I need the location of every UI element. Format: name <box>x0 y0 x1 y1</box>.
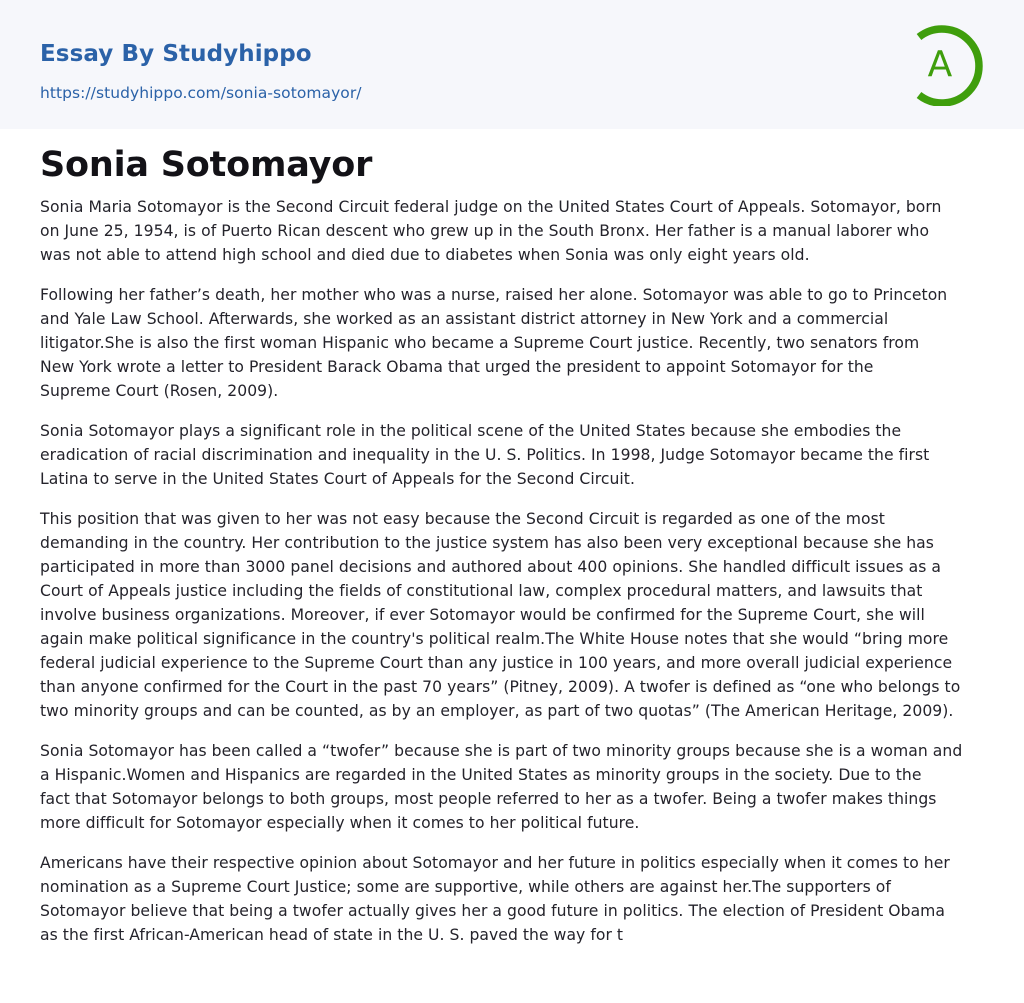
text-line: as the first African-American head of state in the U. S. paved the way for t <box>40 926 624 944</box>
text-line: demanding in the country. Her contribution to the justice system has also been very exceptional because she has <box>40 534 934 552</box>
text-line: and Yale Law School. Afterwards, she worked as an assistant district attorney in New York and a commercial <box>40 310 889 328</box>
essay-body <box>40 195 990 963</box>
paragraph <box>40 419 990 491</box>
text-line: Americans have their respective opinion about Sotomayor and her future in politics especially when it comes to her <box>40 854 950 872</box>
text-line: Sonia Sotomayor has been called a “twofer” because she is part of two minority groups because she is a woman and <box>40 742 963 760</box>
text-line: New York wrote a letter to President Barack Obama that urged the president to appoint Sotomayor for the <box>40 358 874 376</box>
text-line: was not able to attend high school and died due to diabetes when Sonia was only eight years old. <box>40 246 810 264</box>
text-line: involve business organizations. Moreover, if ever Sotomayor would be confirmed for the Supreme Court, she will <box>40 606 925 624</box>
text-line: more difficult for Sotomayor especially when it comes to her political future. <box>40 814 640 832</box>
text-line: eradication of racial discrimination and inequality in the U. S. Politics. In 1998, Judge Sotomayor became the first <box>40 446 930 464</box>
text-line: two minority groups and can be counted, as by an employer, as part of two quotas” (The American Heritage, 2009). <box>40 702 954 720</box>
essay-url-link[interactable]: https://studyhippo.com/sonia-sotomayor/ <box>40 84 362 102</box>
text-line: Sonia Sotomayor plays a significant role in the political scene of the United States because she embodies the <box>40 422 902 440</box>
text-line: Court of Appeals justice including the fields of constitutional law, complex procedural matters, and lawsuits that <box>40 582 923 600</box>
text-line: a Hispanic.Women and Hispanics are regarded in the United States as minority groups in the society. Due to the <box>40 766 922 784</box>
paragraph <box>40 739 990 835</box>
text-line: than anyone confirmed for the Court in the past 70 years” (Pitney, 2009). A twofer is defined as “one who belongs to <box>40 678 961 696</box>
text-line: Latina to serve in the United States Court of Appeals for the Second Circuit. <box>40 470 635 488</box>
text-line: federal judicial experience to the Supreme Court than any justice in 100 years, and more overall judicial experience <box>40 654 953 672</box>
text-line: fact that Sotomayor belongs to both groups, most people referred to her as a twofer. Being a twofer makes things <box>40 790 937 808</box>
text-line: Supreme Court (Rosen, 2009). <box>40 382 279 400</box>
paragraph <box>40 283 990 403</box>
site-header <box>0 0 1024 129</box>
text-line: on June 25, 1954, is of Puerto Rican descent who grew up in the South Bronx. Her father is a manual laborer who <box>40 222 930 240</box>
text-line: Following her father’s death, her mother who was a nurse, raised her alone. Sotomayor was able to go to Princeton <box>40 286 948 304</box>
text-line: again make political significance in the country's political realm.The White House notes that she would “bring more <box>40 630 949 648</box>
studyhippo-logo-icon[interactable] <box>908 18 988 106</box>
text-line: participated in more than 3000 panel decisions and authored about 400 opinions. She handled difficult issues as a <box>40 558 941 576</box>
paragraph <box>40 851 990 947</box>
text-line: This position that was given to her was not easy because the Second Circuit is regarded as one of the most <box>40 510 885 528</box>
paragraph <box>40 507 990 723</box>
text-line: Sonia Maria Sotomayor is the Second Circuit federal judge on the United States Court of Appeals. Sotomayor, born <box>40 198 942 216</box>
logo-letter: A <box>927 44 953 85</box>
paragraph <box>40 195 990 267</box>
text-line: litigator.She is also the first woman Hispanic who became a Supreme Court justice. Recently, two senators from <box>40 334 920 352</box>
text-line: Sotomayor believe that being a twofer actually gives her a good future in politics. The election of President Obama <box>40 902 946 920</box>
page-title: Sonia Sotomayor <box>40 145 373 185</box>
text-line: nomination as a Supreme Court Justice; some are supportive, while others are against her.The supporters of <box>40 878 891 896</box>
brand-title: Essay By Studyhippo <box>40 41 312 67</box>
